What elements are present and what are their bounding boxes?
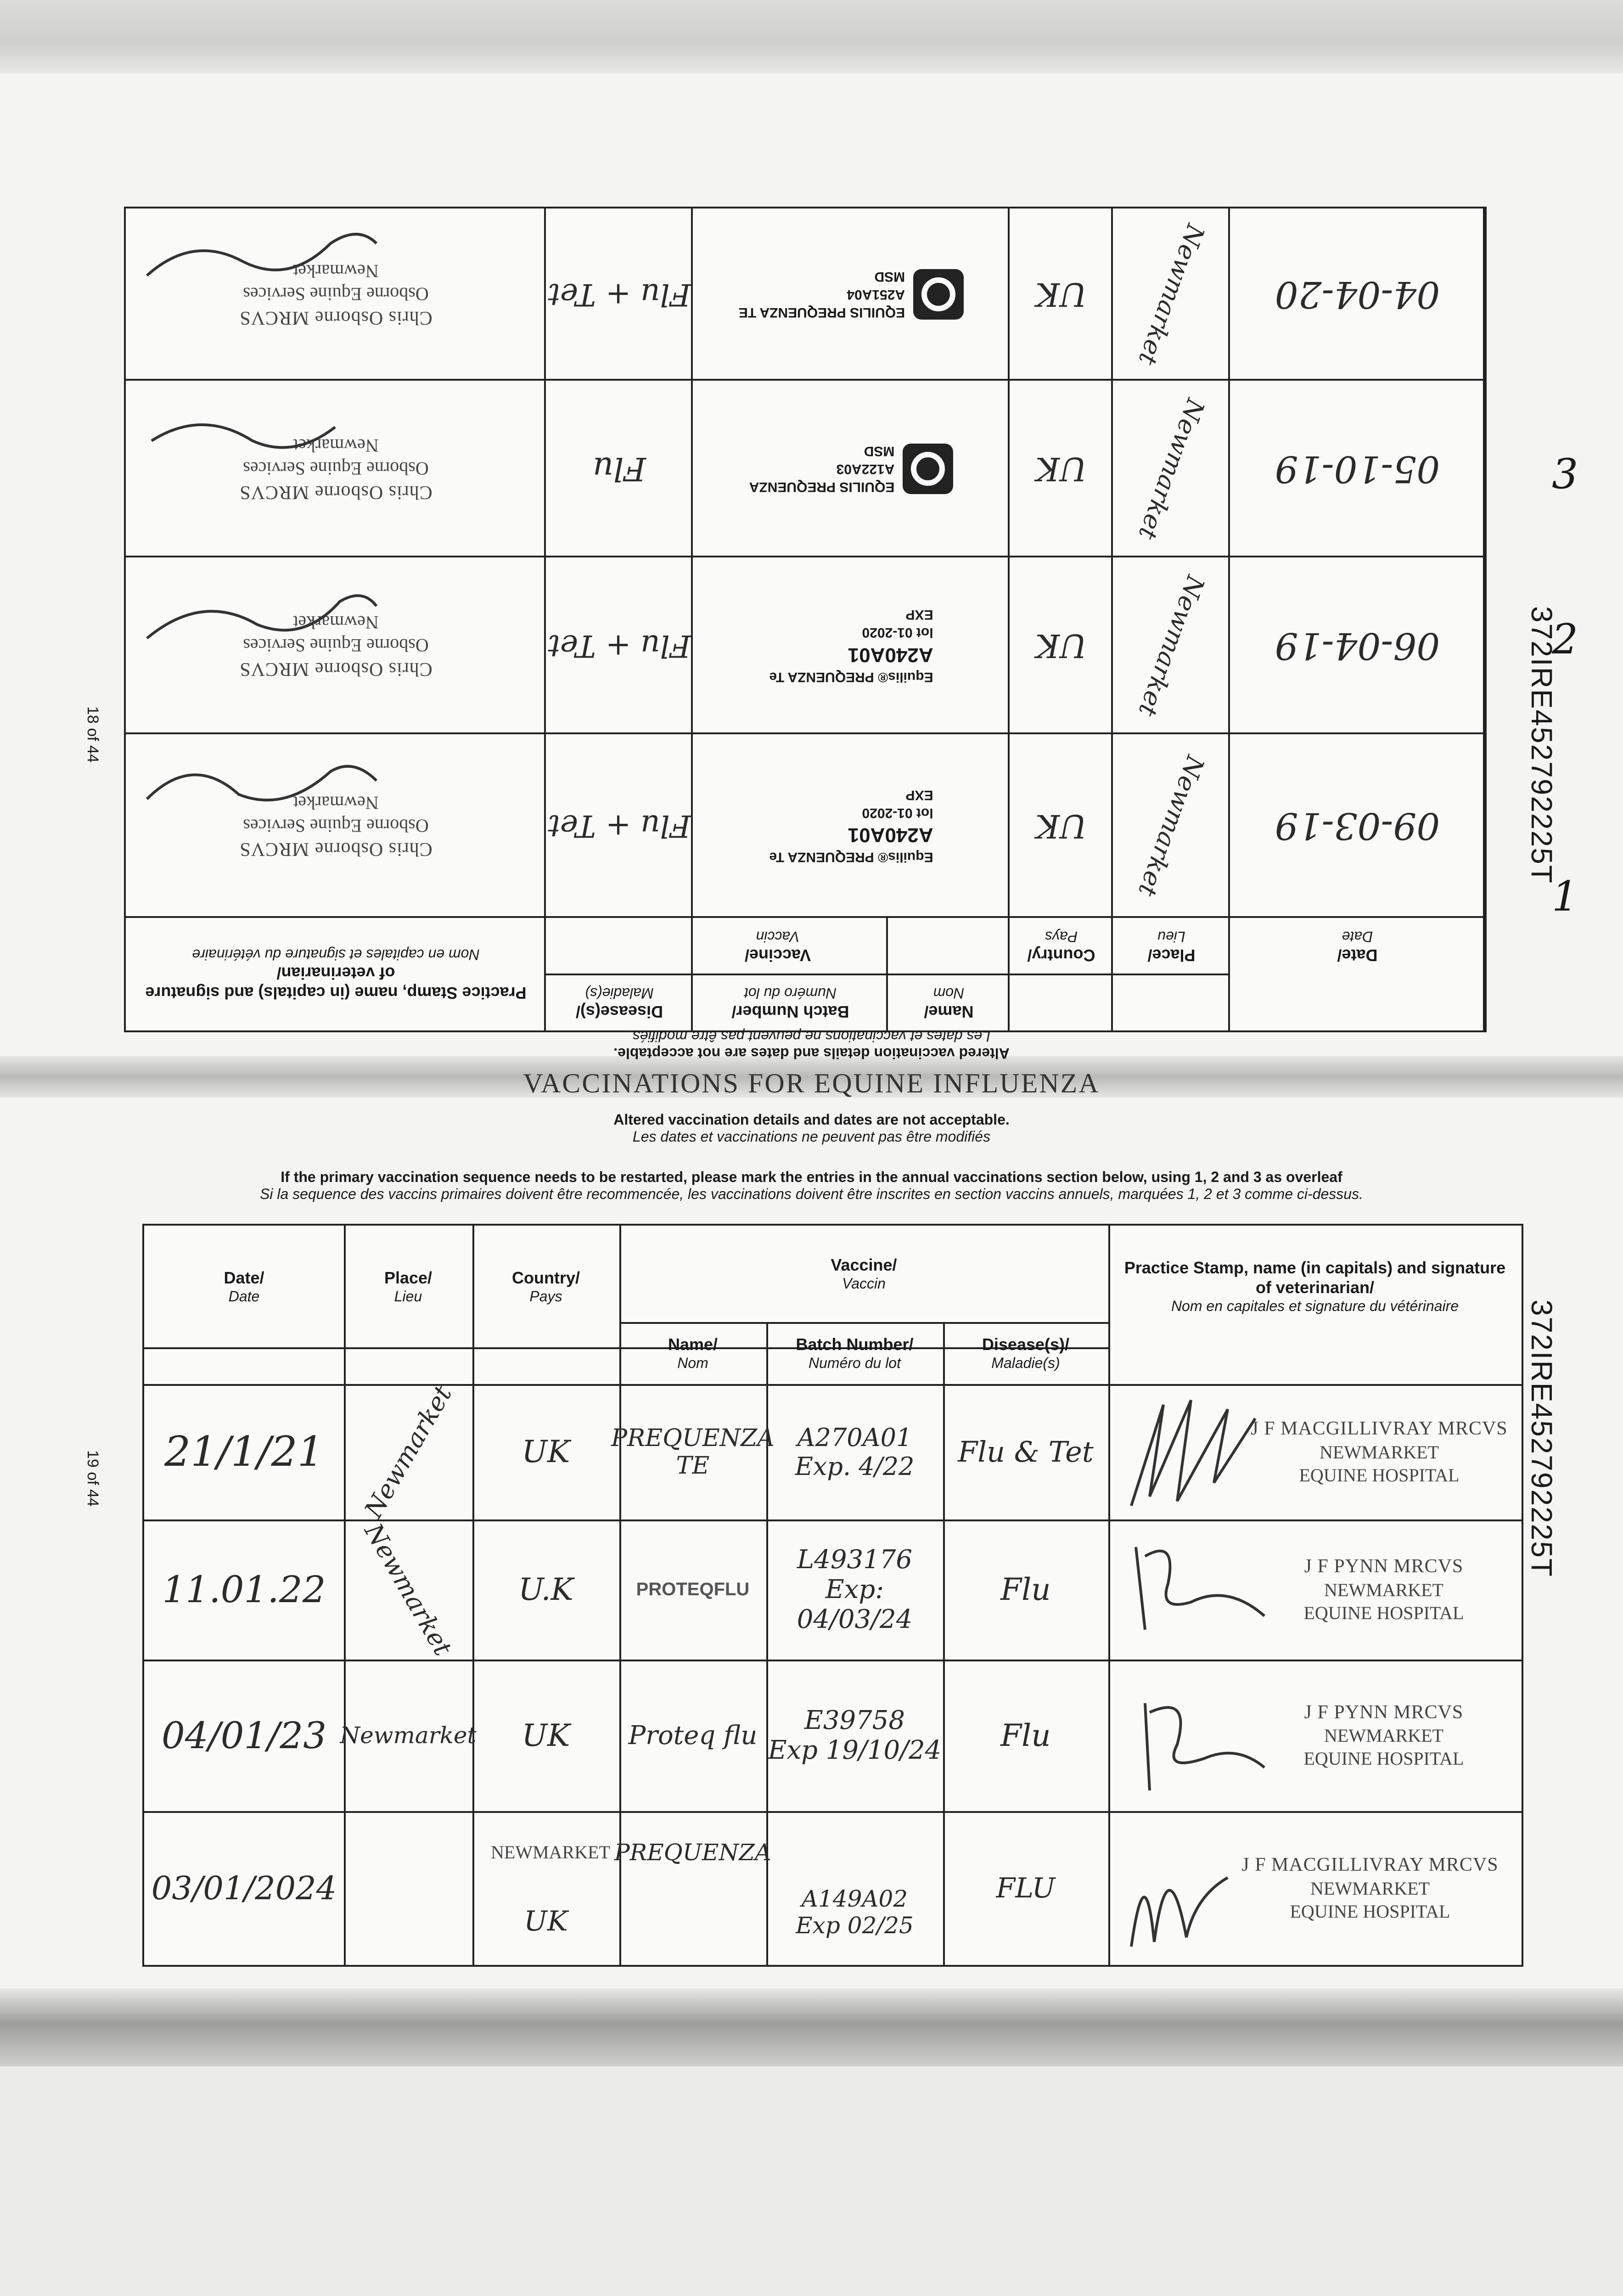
signature-row3 xyxy=(1127,1676,1274,1804)
passport-id-upper: 372IRE452792225T xyxy=(1525,606,1558,884)
upper-row3-vaccine-label: EQUILIS PREQUENZA A122A03 MSD xyxy=(693,381,1010,557)
upper-row4-vaccine-label: EQUILIS PREQUENZA TE A251A04 MSD xyxy=(693,208,1010,381)
upper-row4-place: Newmarket xyxy=(1133,220,1210,369)
upper-row2-vaccine-label: Equilis® PREQUENZA Te A240A01 lot 01-2020 EXP xyxy=(769,607,933,685)
lower-header-stamp: Practice Stamp, name (in capitals) and signature of veterinarian/ Nom en capitales et signature du vétérinaire xyxy=(1124,1258,1506,1315)
lower-row4-country: UK xyxy=(524,1905,568,1937)
signature-upper-3 xyxy=(138,395,386,468)
upper-header-batch: Batch Number/ Numéro du lot xyxy=(731,985,849,1021)
lower-altered-notice: Altered vaccination details and dates are not acceptable. Les dates et vaccinations ne peuvent pas être modifiés xyxy=(613,1111,1010,1145)
lower-row1-date: 21/1/21 xyxy=(164,1428,324,1476)
upper-row4-date: 04-04-20 xyxy=(1275,273,1440,316)
lower-row3-country: UK xyxy=(522,1717,570,1753)
upper-row1-vaccine-label: Equilis® PREQUENZA Te A240A01 lot 01-2020 EXP xyxy=(769,787,933,865)
upper-header-name: Name/ Nom xyxy=(924,985,974,1021)
lower-row3-place: Newmarket xyxy=(340,1722,477,1749)
lower-row4-batch: A149A02 Exp 02/25 xyxy=(796,1885,914,1939)
lower-row3-stamp: J F PYNN MRCVS NEWMARKET EQUINE HOSPITAL xyxy=(1303,1701,1464,1769)
lower-row2-stamp: J F PYNN MRCVS NEWMARKET EQUINE HOSPITAL xyxy=(1303,1556,1464,1623)
lower-row1-country: UK xyxy=(522,1434,570,1469)
upper-row3-place: Newmarket xyxy=(1133,394,1210,544)
upper-row2-country: UK xyxy=(1035,627,1087,665)
lower-row1-disease: Flu & Tet xyxy=(958,1435,1094,1469)
upper-header-disease: Disease(s)/ Maladie(s) xyxy=(575,985,663,1021)
annual-vaccination-table xyxy=(142,1224,1523,1967)
lower-header-country: Country/ Pays xyxy=(512,1268,580,1305)
upper-row2-stamp: Chris Osborne MRCVS Osborne Equine Services Newmarket xyxy=(239,612,432,680)
signature-row2 xyxy=(1127,1529,1274,1648)
upper-row2-disease: Flu + Tet xyxy=(548,628,691,664)
upper-row1-country: UK xyxy=(1035,807,1087,845)
signature-upper-1 xyxy=(138,744,386,817)
upper-altered-notice: Altered vaccination details and dates are not acceptable. Les dates et vaccinations ne peuvent pas être modifiés xyxy=(613,1028,1010,1062)
lower-row4-stamp: J F MACGILLIVRAY MRCVS NEWMARKET EQUINE HOSPITAL xyxy=(1241,1854,1499,1922)
upper-row3-disease: Flu xyxy=(592,450,646,488)
signature-row1 xyxy=(1122,1391,1260,1515)
lower-row3-name: Proteq flu xyxy=(628,1720,758,1750)
upper-header-stamp: Practice Stamp, name (in capitals) and signature of veterinarian/ Nom en capitales et signature du vétérinaire xyxy=(145,946,527,1002)
lower-row2-place: Newmarket xyxy=(359,1518,458,1661)
lower-row3-batch: E39758 Exp 19/10/24 xyxy=(768,1705,942,1765)
lower-header-date: Date/ Date xyxy=(224,1268,264,1305)
lower-row2-date: 11.01.22 xyxy=(162,1568,326,1611)
primary-mark-2: 2 xyxy=(1552,615,1578,664)
primary-mark-1: 1 xyxy=(1552,872,1578,921)
section-title: VACCINATIONS FOR EQUINE INFLUENZA xyxy=(523,1068,1100,1098)
primary-mark-3: 3 xyxy=(1552,450,1578,498)
upper-row1-place: Newmarket xyxy=(1133,752,1210,900)
upper-header-vaccine: Vaccine/ Vaccin xyxy=(744,929,811,965)
page-number-upper: 18 of 44 xyxy=(84,706,101,763)
lower-row3-disease: Flu xyxy=(1000,1717,1051,1753)
upper-row4-disease: Flu + Tet xyxy=(548,277,691,312)
lower-row3-date: 04/01/23 xyxy=(161,1714,327,1757)
lower-row2-disease: Flu xyxy=(1000,1572,1051,1607)
lower-header-name: Name/ Nom xyxy=(668,1334,718,1371)
upper-row2-place: Newmarket xyxy=(1133,571,1210,720)
upper-row4-country: UK xyxy=(1035,276,1087,314)
upper-row1-stamp: Chris Osborne MRCVS Osborne Equine Services Newmarket xyxy=(239,792,432,860)
lower-row2-batch: L493176 Exp: 04/03/24 xyxy=(797,1545,913,1634)
lower-row4-place: NEWMARKET xyxy=(491,1842,610,1863)
upper-header-place: Place/ Lieu xyxy=(1147,929,1196,965)
lower-row2-country: U.K xyxy=(518,1572,573,1607)
lower-row1-name: PREQUENZA TE xyxy=(611,1424,775,1480)
lower-header-batch: Batch Number/ Numéro du lot xyxy=(796,1334,914,1371)
signature-upper-2 xyxy=(138,574,386,647)
lower-row1-stamp: J F MACGILLIVRAY MRCVS NEWMARKET EQUINE HOSPITAL xyxy=(1251,1418,1508,1486)
signature-upper-4 xyxy=(138,216,386,289)
scan-edge-bottom xyxy=(0,1988,1623,2066)
upper-row4-stamp: Chris Osborne MRCVS Osborne Equine Services Newmarket xyxy=(239,261,432,328)
scan-edge-top xyxy=(0,0,1623,73)
upper-row1-date: 09-03-19 xyxy=(1275,805,1440,848)
restart-instructions: If the primary vaccination sequence needs to be restarted, please mark the entries in the annual vaccinations section below, using 1, 2 and 3 as overleaf Si la sequence des vaccins primaires doivent être recommencée, les vaccinations doivent être inscrites en section vaccins annuels, marquées 1, 2 et 3 comme ci-dessus. xyxy=(260,1169,1363,1202)
lower-row4-name: PREQUENZA xyxy=(614,1839,772,1866)
lower-row1-place: Newmarket xyxy=(359,1380,458,1523)
lower-row4-date: 03/01/2024 xyxy=(151,1869,337,1907)
prequenza-logo-icon xyxy=(903,444,953,495)
page-number-lower: 19 of 44 xyxy=(84,1450,101,1507)
lower-row4-disease: FLU xyxy=(996,1872,1056,1904)
upper-row2-date: 06-04-19 xyxy=(1275,625,1440,667)
upper-row3-stamp: Chris Osborne MRCVS Osborne Equine Services Newmarket xyxy=(239,435,432,503)
passport-id-lower: 372IRE452792225T xyxy=(1525,1300,1558,1577)
signature-row4 xyxy=(1118,1823,1237,1956)
lower-row2-name: PROTEQFLU xyxy=(636,1579,750,1599)
scan-background-bottom xyxy=(0,2066,1623,2296)
lower-header-vaccine: Vaccine/ Vaccin xyxy=(831,1255,897,1292)
upper-header-country: Country/ Pays xyxy=(1027,929,1095,965)
lower-row1-batch: A270A01 Exp. 4/22 xyxy=(795,1423,915,1481)
upper-row3-country: UK xyxy=(1035,450,1087,488)
upper-header-date: Date/ Date xyxy=(1337,929,1378,965)
lower-header-disease: Disease(s)/ Maladie(s) xyxy=(982,1334,1070,1371)
lower-header-place: Place/ Lieu xyxy=(384,1268,432,1305)
upper-row1-disease: Flu + Tet xyxy=(548,808,691,844)
upper-row3-date: 05-10-19 xyxy=(1275,448,1440,490)
prequenza-te-logo-icon xyxy=(913,270,964,320)
